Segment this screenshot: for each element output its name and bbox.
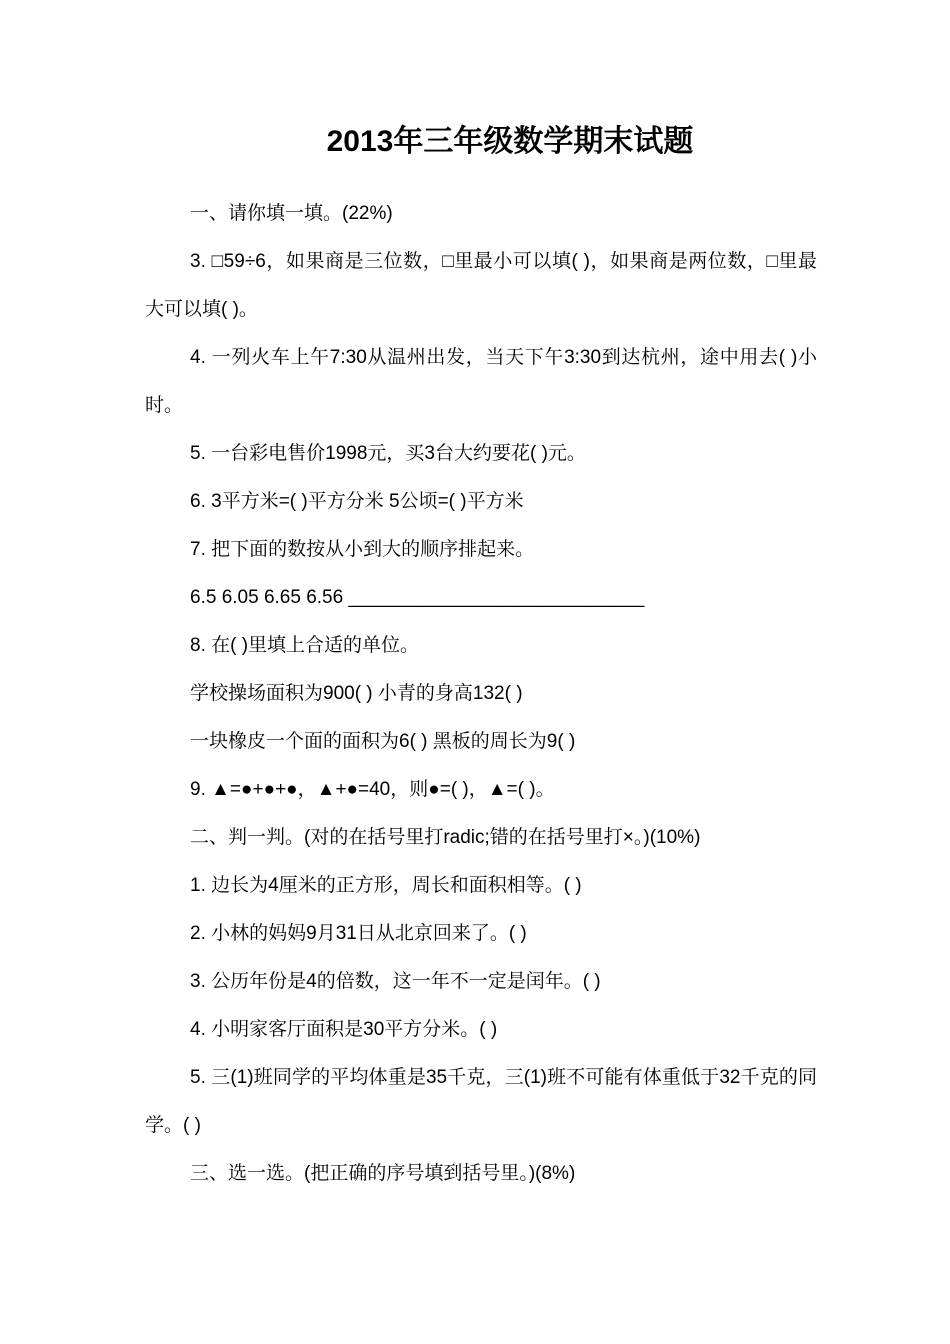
- question-1-3: 3. □59÷6，如果商是三位数，□里最小可以填( )，如果商是两位数，□里最大可以填( )。: [145, 251, 817, 320]
- section-2-heading: 二、判一判。(对的在括号里打radic;错的在括号里打×。)(10%): [190, 827, 701, 848]
- document-body: [145, 190, 817, 1198]
- question-1-8-line-a: 学校操场面积为900( ) 小青的身高132( ): [190, 683, 523, 704]
- question-1-5: 5. 一台彩电售价1998元，买3台大约要花( )元。: [190, 443, 586, 464]
- question-1-8: 8. 在( )里填上合适的单位。: [190, 635, 420, 656]
- question-2-4: 4. 小明家客厅面积是30平方分米。( ): [190, 1019, 498, 1040]
- document-title: 2013年三年级数学期末试题: [326, 125, 694, 158]
- question-1-7: 7. 把下面的数按从小到大的顺序排起来。: [190, 539, 535, 560]
- section-1-heading: 一、请你填一填。(22%): [190, 203, 393, 224]
- question-2-5: 5. 三(1)班同学的平均体重是35千克，三(1)班不可能有体重低于32千克的同学。( ): [145, 1067, 817, 1136]
- question-1-4: 4. 一列火车上午7:30从温州出发，当天下午3:30到达杭州，途中用去( )小时。: [145, 347, 817, 416]
- question-1-8-line-b: 一块橡皮一个面的面积为6( ) 黑板的周长为9( ): [190, 731, 576, 752]
- question-1-9: 9. ▲=●+●+●，▲+●=40，则●=( )，▲=( )。: [190, 779, 555, 800]
- question-2-1: 1. 边长为4厘米的正方形，周长和面积相等。( ): [190, 875, 582, 896]
- question-1-6: 6. 3平方米=( )平方分米 5公顷=( )平方米: [190, 491, 524, 512]
- section-3-heading: 三、选一选。(把正确的序号填到括号里。)(8%): [190, 1163, 576, 1184]
- question-1-7-numbers: 6.5 6.05 6.65 6.56 ____________________________: [190, 587, 645, 608]
- question-2-3: 3. 公历年份是4的倍数，这一年不一定是闰年。( ): [190, 971, 601, 992]
- question-2-2: 2. 小林的妈妈9月31日从北京回来了。( ): [190, 923, 527, 944]
